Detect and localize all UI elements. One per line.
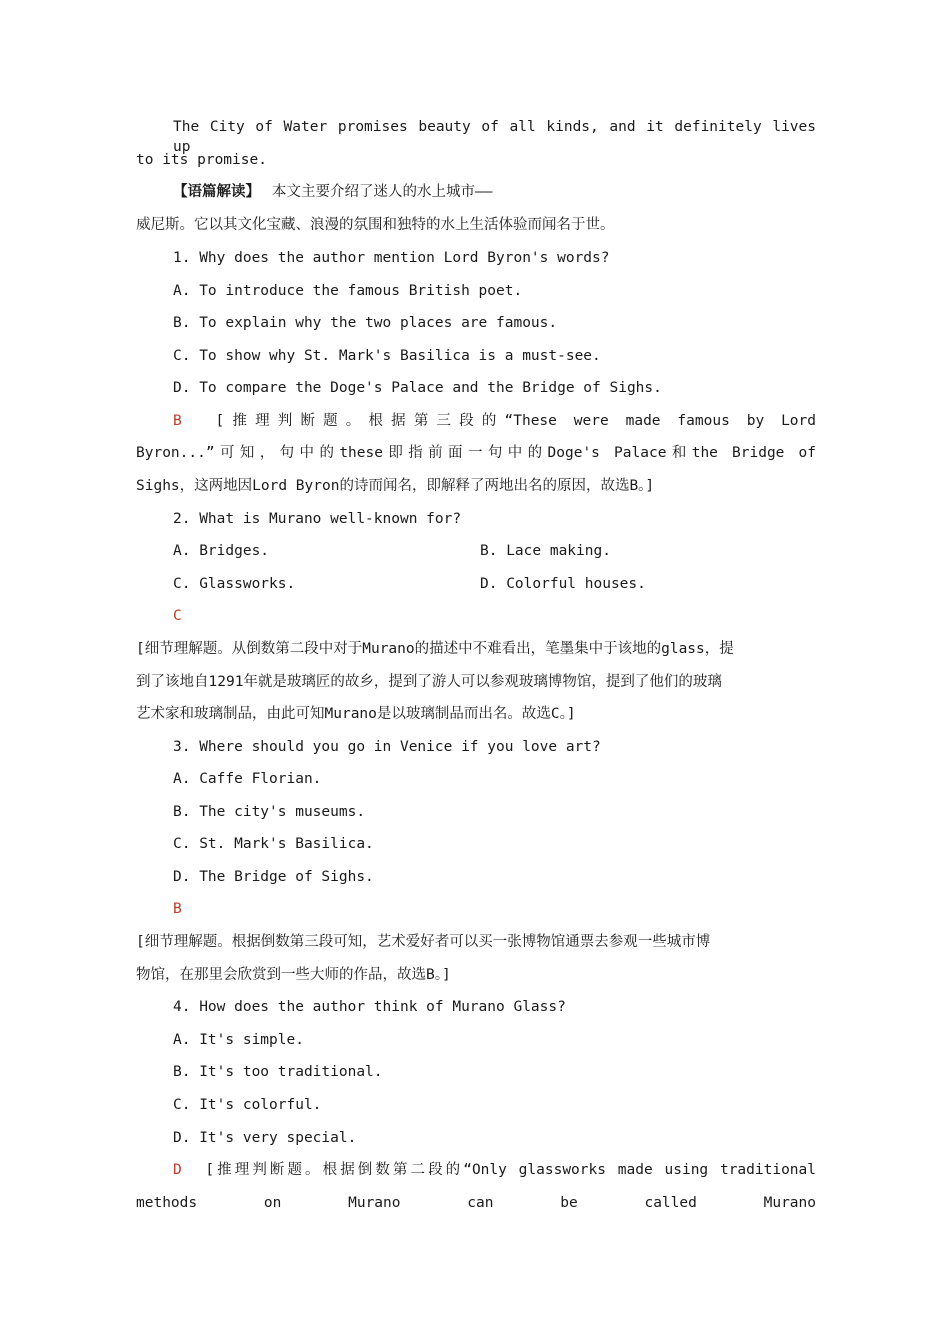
explanation-line: 物馆，在那里会欣赏到一些大师的作品，故选B。]	[136, 967, 451, 983]
option-item: A. To introduce the famous British poet.	[173, 283, 523, 299]
option-item: B. The city's museums.	[173, 804, 366, 820]
explanation-line: [细节理解题。从倒数第二段中对于Murano的描述中不难看出，笔墨集中于该地的glass，提	[136, 641, 734, 657]
answer-key: B	[173, 413, 182, 429]
explanation-line	[173, 411, 816, 431]
option-item: A. Bridges.	[173, 543, 270, 559]
option-item: C. To show why St. Mark's Basilica is a must-see.	[173, 348, 601, 364]
option-item: B. To explain why the two places are famous.	[173, 315, 558, 331]
summary-text: 本文主要介绍了迷人的水上城市——	[272, 184, 493, 200]
explanation-line: Sighs，这两地因Lord Byron的诗而闻名，即解释了两地出名的原因，故选B。]	[136, 478, 655, 494]
explanation-line: Byron...”可知，句中的these即指前面一句中的Doge's Palace和the Bridge of	[136, 445, 816, 461]
question-stem: 1. Why does the author mention Lord Byron's words?	[173, 250, 610, 266]
passage-closing-line: The City of Water promises beauty of all kinds, and it definitely lives up	[173, 119, 816, 155]
question-stem: 4. How does the author think of Murano Glass?	[173, 999, 566, 1015]
option-item: D. To compare the Doge's Palace and the Bridge of Sighs.	[173, 380, 662, 396]
explanation-line: [细节理解题。根据倒数第三段可知，艺术爱好者可以买一张博物馆通票去参观一些城市博	[136, 934, 711, 950]
option-item: B. Lace making.	[480, 543, 611, 559]
option-item: C. It's colorful.	[173, 1097, 322, 1113]
answer-key: D	[173, 1162, 182, 1178]
option-item: C. St. Mark's Basilica.	[173, 836, 374, 852]
explanation-text: [推理判断题。根据第三段的“These were made famous by Lord	[215, 413, 816, 429]
question-stem: 2. What is Murano well-known for?	[173, 511, 462, 527]
option-item: D. Colorful houses.	[480, 576, 646, 592]
passage-closing-line: to its promise.	[136, 152, 267, 168]
option-item: C. Glassworks.	[173, 576, 296, 592]
option-item: D. It's very special.	[173, 1130, 357, 1146]
explanation-line: methods on Murano can be called Murano	[136, 1195, 816, 1211]
option-item: D. The Bridge of Sighs.	[173, 869, 374, 885]
explanation-text: [推理判断题。根据倒数第二段的“Only glassworks made using traditional	[205, 1162, 816, 1178]
option-item: B. It's too traditional.	[173, 1064, 383, 1080]
passage-summary	[173, 182, 816, 202]
option-item: A. Caffe Florian.	[173, 771, 322, 787]
question-stem: 3. Where should you go in Venice if you love art?	[173, 739, 601, 755]
explanation-line	[173, 1160, 816, 1180]
summary-text: 威尼斯。它以其文化宝藏、浪漫的氛围和独特的水上生活体验而闻名于世。	[136, 217, 615, 233]
explanation-line: 艺术家和玻璃制品，由此可知Murano是以玻璃制品而出名。故选C。]	[136, 706, 576, 722]
answer-key: C	[173, 608, 182, 624]
option-item: A. It's simple.	[173, 1032, 304, 1048]
explanation-line: 到了该地自1291年就是玻璃匠的故乡，提到了游人可以参观玻璃博物馆，提到了他们的玻璃	[136, 674, 722, 690]
answer-key: B	[173, 901, 182, 917]
summary-tag: 【语篇解读】	[173, 184, 260, 200]
